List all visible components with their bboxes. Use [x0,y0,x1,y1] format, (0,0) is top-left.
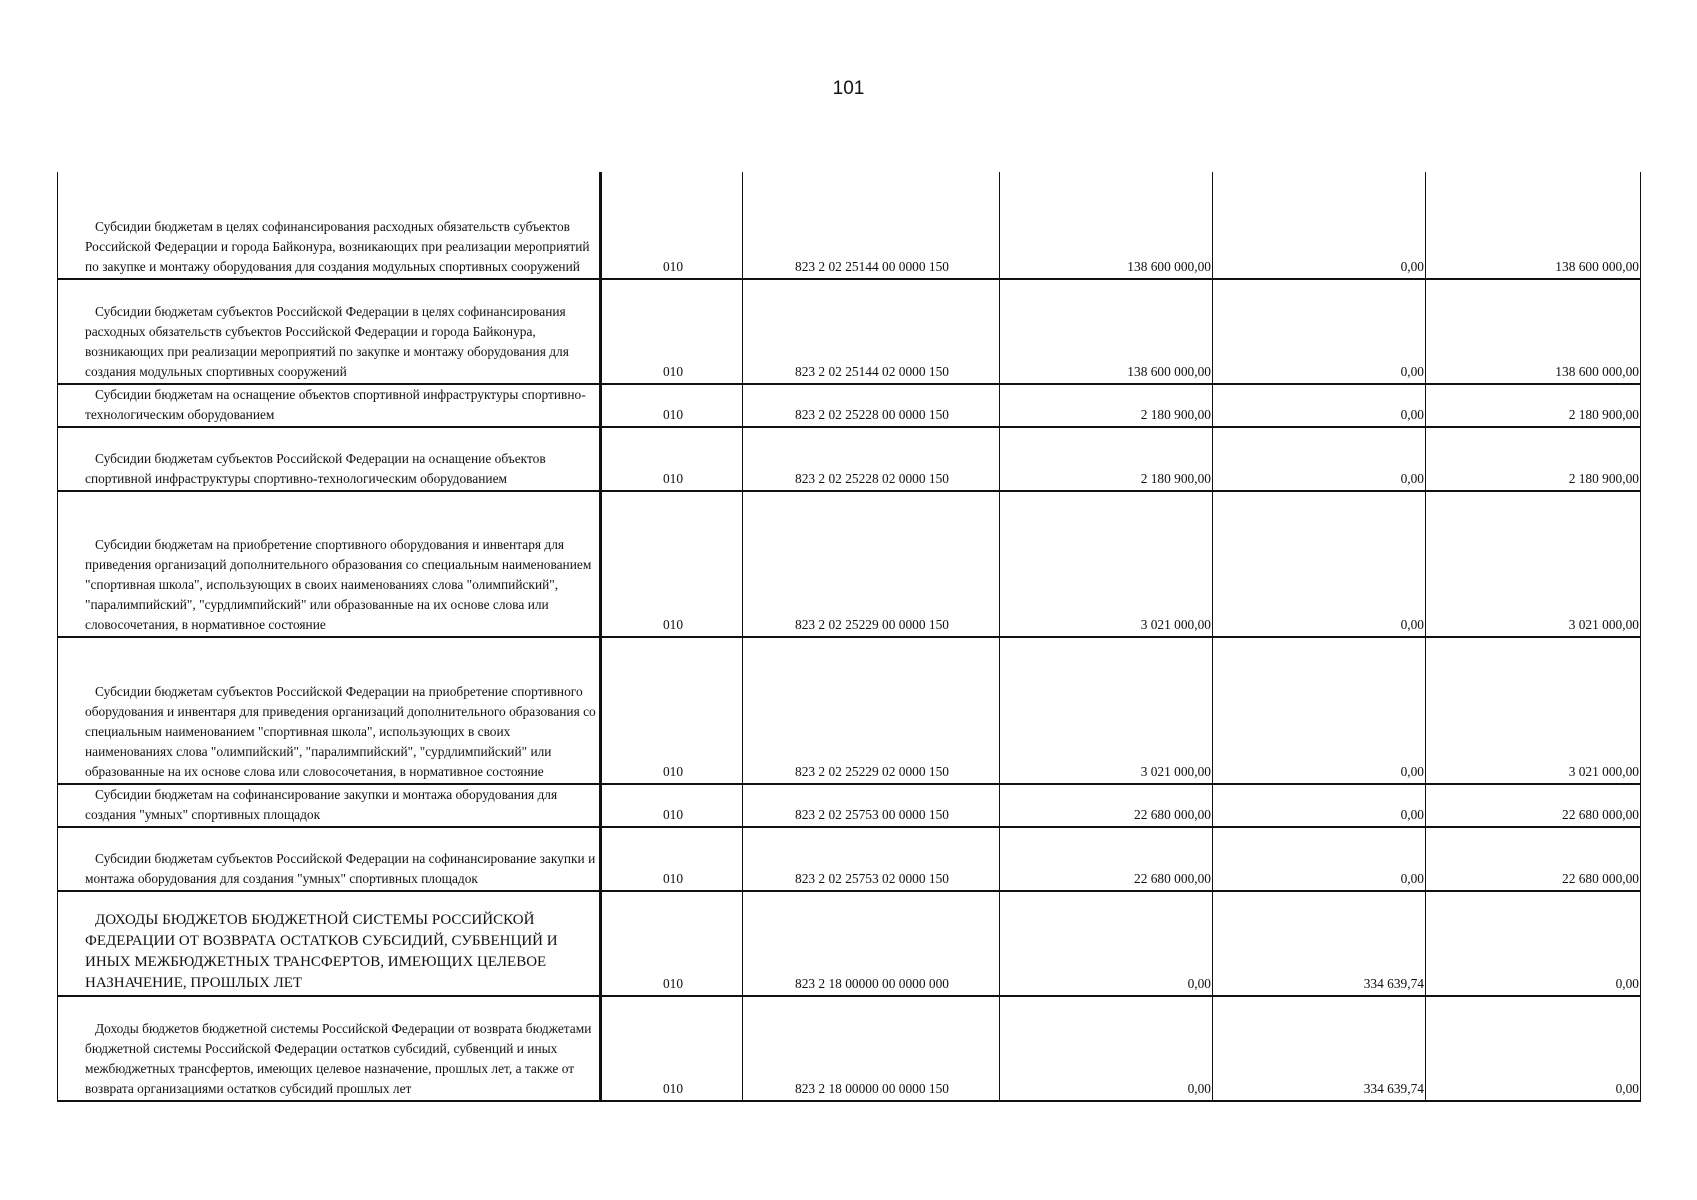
row-budget-code: 823 2 02 25229 02 0000 150 [743,637,1000,784]
row-value-2: 0,00 [1213,784,1426,827]
row-value-2: 0,00 [1213,827,1426,891]
row-value-2: 0,00 [1213,491,1426,637]
row-value-1: 3 021 000,00 [1000,491,1213,637]
row-value-3: 138 600 000,00 [1426,172,1641,279]
row-value-2: 334 639,74 [1213,891,1426,996]
row-name: Субсидии бюджетам в целях софинансирования расходных обязательств субъектов Российской Федерации и города Байконура, возникающих при реализации мероприятий по закупке и монтажу оборудования для создания модульных спортивных сооружений [58,172,601,279]
row-name: Субсидии бюджетам субъектов Российской Федерации на оснащение объектов спортивной инфраструктуры спортивно-технологическим оборудованием [58,427,601,491]
table-row [58,784,1641,827]
row-budget-code: 823 2 02 25229 00 0000 150 [743,491,1000,637]
table-row [58,891,1641,996]
row-budget-code: 823 2 02 25753 00 0000 150 [743,784,1000,827]
row-budget-code: 823 2 18 00000 00 0000 150 [743,996,1000,1101]
row-name: Субсидии бюджетам субъектов Российской Федерации в целях софинансирования расходных обязательств субъектов Российской Федерации и города Байконура, возникающих при реализации мероприятий по закупке и монтажу оборудования для создания модульных спортивных сооружений [58,279,601,384]
row-name: Субсидии бюджетам субъектов Российской Федерации на приобретение спортивного оборудования и инвентаря для приведения организаций дополнительного образования со специальным наименованием "спортивная школа", использующих в своих наименованиях слова "олимпийский", "паралимпийский", "сурдлимпийский" или образованные на их основе слова или словосочетания, в нормативное состояние [58,637,601,784]
row-value-1: 2 180 900,00 [1000,384,1213,427]
table-row [58,279,1641,384]
row-value-1: 138 600 000,00 [1000,279,1213,384]
row-line-code: 010 [601,784,743,827]
row-value-2: 0,00 [1213,427,1426,491]
table-row [58,427,1641,491]
row-value-1: 0,00 [1000,996,1213,1101]
row-value-3: 22 680 000,00 [1426,827,1641,891]
row-budget-code: 823 2 02 25753 02 0000 150 [743,827,1000,891]
row-value-3: 22 680 000,00 [1426,784,1641,827]
row-value-1: 138 600 000,00 [1000,172,1213,279]
row-value-1: 0,00 [1000,891,1213,996]
row-line-code: 010 [601,637,743,784]
row-value-2: 0,00 [1213,172,1426,279]
row-name: ДОХОДЫ БЮДЖЕТОВ БЮДЖЕТНОЙ СИСТЕМЫ РОССИЙСКОЙ ФЕДЕРАЦИИ ОТ ВОЗВРАТА ОСТАТКОВ СУБСИДИЙ, СУБВЕНЦИЙ И ИНЫХ МЕЖБЮДЖЕТНЫХ ТРАНСФЕРТОВ, ИМЕЮЩИХ ЦЕЛЕВОЕ НАЗНАЧЕНИЕ, ПРОШЛЫХ ЛЕТ [58,891,601,996]
row-line-code: 010 [601,172,743,279]
row-value-3: 0,00 [1426,891,1641,996]
row-value-2: 0,00 [1213,384,1426,427]
row-name: Субсидии бюджетам субъектов Российской Федерации на софинансирование закупки и монтажа оборудования для создания "умных" спортивных площадок [58,827,601,891]
row-value-3: 3 021 000,00 [1426,637,1641,784]
table-row [58,491,1641,637]
row-value-1: 3 021 000,00 [1000,637,1213,784]
row-line-code: 010 [601,384,743,427]
row-value-2: 0,00 [1213,637,1426,784]
row-budget-code: 823 2 02 25144 02 0000 150 [743,279,1000,384]
row-value-3: 0,00 [1426,996,1641,1101]
row-value-1: 2 180 900,00 [1000,427,1213,491]
row-line-code: 010 [601,491,743,637]
row-budget-code: 823 2 02 25228 02 0000 150 [743,427,1000,491]
row-value-2: 334 639,74 [1213,996,1426,1101]
row-name: Субсидии бюджетам на приобретение спортивного оборудования и инвентаря для приведения организаций дополнительного образования со специальным наименованием "спортивная школа", использующих в своих наименованиях слова "олимпийский", "паралимпийский", "сурдлимпийский" или образованные на их основе слова или словосочетания, в нормативное состояние [58,491,601,637]
row-value-3: 2 180 900,00 [1426,384,1641,427]
table-row [58,637,1641,784]
row-budget-code: 823 2 18 00000 00 0000 000 [743,891,1000,996]
row-value-1: 22 680 000,00 [1000,784,1213,827]
row-line-code: 010 [601,279,743,384]
row-name: Субсидии бюджетам на софинансирование закупки и монтажа оборудования для создания "умных" спортивных площадок [58,784,601,827]
page-number: 101 [832,78,865,99]
row-value-1: 22 680 000,00 [1000,827,1213,891]
row-value-3: 2 180 900,00 [1426,427,1641,491]
row-line-code: 010 [601,827,743,891]
row-budget-code: 823 2 02 25228 00 0000 150 [743,384,1000,427]
row-name: Субсидии бюджетам на оснащение объектов спортивной инфраструктуры спортивно-технологическим оборудованием [58,384,601,427]
table-row [58,827,1641,891]
row-line-code: 010 [601,996,743,1101]
row-value-3: 138 600 000,00 [1426,279,1641,384]
budget-table [57,172,1641,1102]
row-value-2: 0,00 [1213,279,1426,384]
row-name: Доходы бюджетов бюджетной системы Российской Федерации от возврата бюджетами бюджетной системы Российской Федерации остатков субсидий, субвенций и иных межбюджетных трансфертов, имеющих целевое назначение, прошлых лет, а также от возврата организациями остатков субсидий прошлых лет [58,996,601,1101]
row-value-3: 3 021 000,00 [1426,491,1641,637]
table-row [58,996,1641,1101]
row-line-code: 010 [601,891,743,996]
table-row [58,172,1641,279]
row-budget-code: 823 2 02 25144 00 0000 150 [743,172,1000,279]
table-row [58,384,1641,427]
row-line-code: 010 [601,427,743,491]
